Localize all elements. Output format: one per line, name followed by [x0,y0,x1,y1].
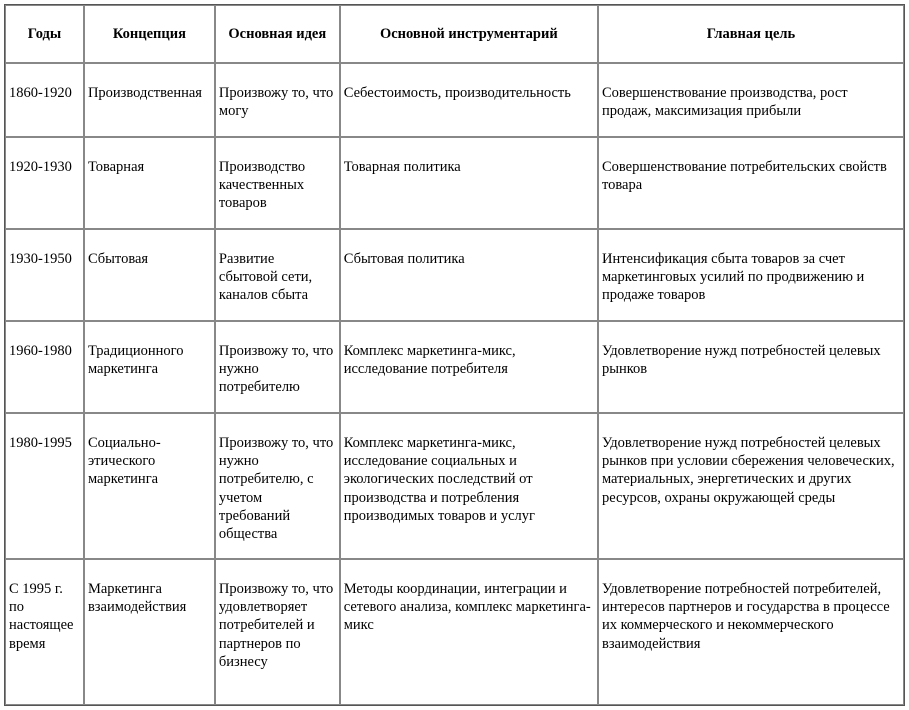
cell-years: 1930-1950 [5,229,84,321]
cell-main-goal: Совершенствование потребительских свойств товара [598,137,904,229]
cell-years: 1920-1930 [5,137,84,229]
table-row [5,229,904,321]
cell-main-tools: Методы координации, интеграции и сетевого анализа, комплекс маркетинга-микс [340,559,598,705]
marketing-concepts-table [4,4,905,706]
cell-main-goal: Интенсификация сбыта товаров за счет маркетинговых усилий по продвижению и продаже товаров [598,229,904,321]
cell-main-goal: Совершенствование производства, рост продаж, максимизация прибыли [598,63,904,137]
cell-concept: Традиционного маркетинга [84,321,215,413]
cell-main-tools: Комплекс маркетинга-микс, исследование социальных и экологических последствий от производства и потребления производимых товаров и услуг [340,413,598,559]
cell-concept: Маркетинга взаимодействия [84,559,215,705]
cell-years: 1860-1920 [5,63,84,137]
cell-main-goal: Удовлетворение нужд потребностей целевых рынков [598,321,904,413]
cell-main-idea: Произвожу то, что нужно потребителю [215,321,340,413]
cell-main-idea: Произвожу то, что нужно потребителю, с учетом требований общества [215,413,340,559]
cell-main-idea: Развитие сбытовой сети, каналов сбыта [215,229,340,321]
header-main-tools: Основной инструментарий [340,5,598,63]
cell-concept: Социально-этического маркетинга [84,413,215,559]
table-row [5,137,904,229]
header-concept: Концепция [84,5,215,63]
cell-main-idea: Произвожу то, что могу [215,63,340,137]
cell-concept: Сбытовая [84,229,215,321]
table-row [5,63,904,137]
table-row [5,559,904,705]
cell-years: 1960-1980 [5,321,84,413]
cell-main-idea: Произвожу то, что удовлетворяет потребителей и партнеров по бизнесу [215,559,340,705]
table-row [5,413,904,559]
cell-main-goal: Удовлетворение потребностей потребителей, интересов партнеров и государства в процессе их коммерческого и некоммерческого взаимодействия [598,559,904,705]
cell-concept: Товарная [84,137,215,229]
cell-main-tools: Товарная политика [340,137,598,229]
cell-main-tools: Комплекс маркетинга-микс, исследование потребителя [340,321,598,413]
table-row [5,321,904,413]
cell-main-tools: Сбытовая политика [340,229,598,321]
header-main-idea: Основная идея [215,5,340,63]
cell-main-tools: Себестоимость, производительность [340,63,598,137]
table-header-row [5,5,904,63]
cell-years: 1980-1995 [5,413,84,559]
cell-years: С 1995 г. по настоящее время [5,559,84,705]
cell-main-idea: Производство качественных товаров [215,137,340,229]
header-years: Годы [5,5,84,63]
header-main-goal: Главная цель [598,5,904,63]
cell-main-goal: Удовлетворение нужд потребностей целевых рынков при условии сбережения человеческих, материальных, энергетических и других ресурсов, охраны окружающей среды [598,413,904,559]
cell-concept: Производственная [84,63,215,137]
